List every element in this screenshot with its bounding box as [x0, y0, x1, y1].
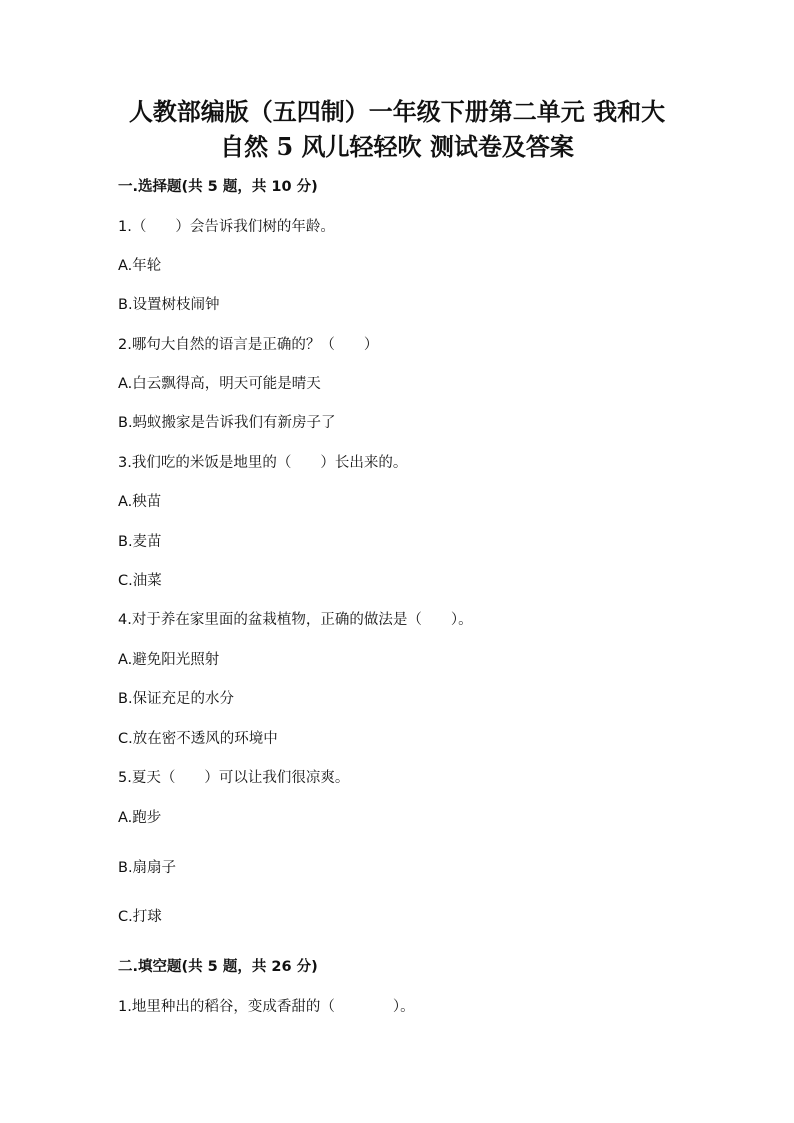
question-stem: 2.哪句大自然的语言是正确的？（ ） [118, 337, 379, 353]
section-heading-fill-in-blank: 二.填空题(共 5 题，共 26 分) [118, 959, 318, 975]
answer-option: B.蚂蚁搬家是告诉我们有新房子了 [118, 415, 336, 431]
question-stem: 1.地里种出的稻谷，变成香甜的（ ）。 [118, 999, 415, 1015]
section-heading-multiple-choice: 一.选择题(共 5 题，共 10 分) [118, 179, 318, 195]
answer-option: A.年轮 [118, 258, 162, 274]
answer-option: C.油菜 [118, 573, 162, 589]
answer-option: C.放在密不透风的环境中 [118, 731, 278, 747]
answer-option: B.扇扇子 [118, 860, 177, 876]
answer-option: A.白云飘得高，明天可能是晴天 [118, 376, 321, 392]
answer-option: A.避免阳光照射 [118, 652, 220, 668]
answer-option: A.秧苗 [118, 494, 162, 510]
answer-option: A.跑步 [118, 810, 162, 826]
document-title-line-2: 自然 5 风儿轻轻吹 测试卷及答案 [220, 132, 574, 161]
question-stem: 3.我们吃的米饭是地里的（ ）长出来的。 [118, 455, 408, 471]
document-title-line-1: 人教部编版（五四制）一年级下册第二单元 我和大 [128, 97, 666, 126]
question-stem: 4.对于养在家里面的盆栽植物，正确的做法是（ ）。 [118, 612, 473, 628]
answer-option: C.打球 [118, 909, 162, 925]
answer-option: B.保证充足的水分 [118, 691, 235, 707]
answer-option: B.设置树枝闹钟 [118, 297, 220, 313]
answer-option: B.麦苗 [118, 534, 162, 550]
question-stem: 1.（ ）会告诉我们树的年龄。 [118, 219, 335, 235]
question-stem: 5.夏天（ ）可以让我们很凉爽。 [118, 770, 350, 786]
